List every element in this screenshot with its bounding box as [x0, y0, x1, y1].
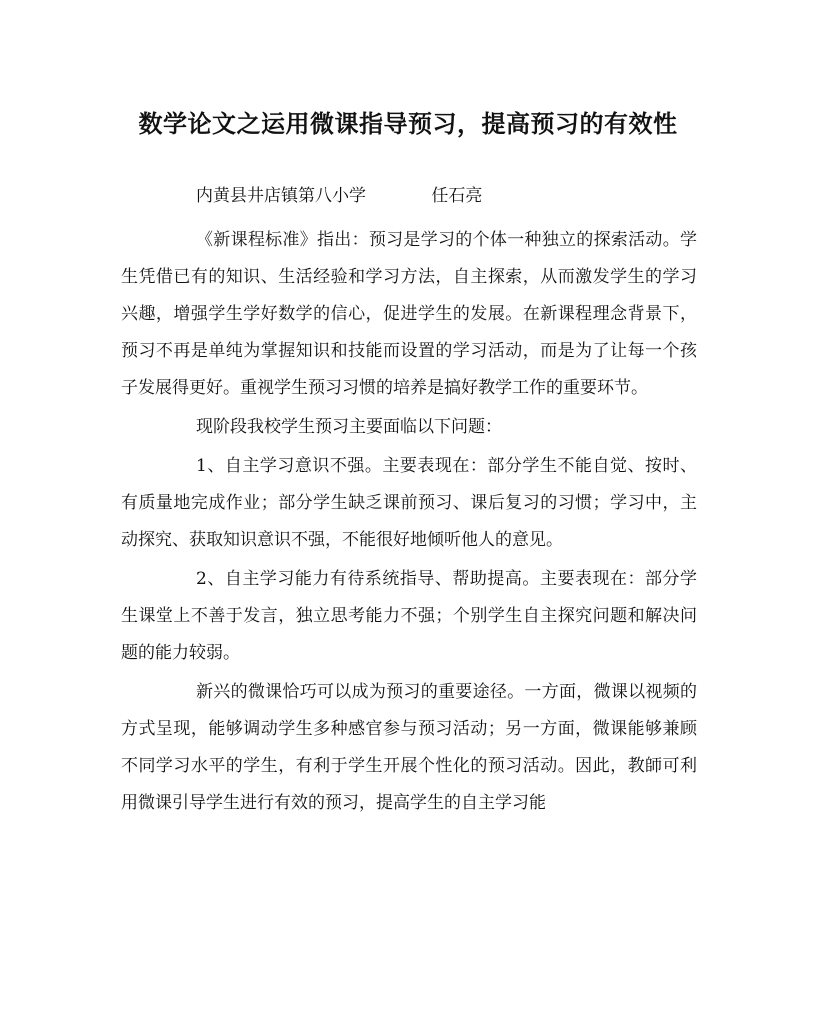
author-line	[196, 182, 482, 210]
school-name: 内黄县井店镇第八小学	[196, 186, 366, 206]
paragraph: 1、自主学习意识不强。主要表现在：部分学生不能自觉、按时、有质量地完成作业；部分学生缺乏课前预习、课后复习的习惯；学习中，主动探究、获取知识意识不强，不能很好地倾听他人的意见。	[121, 456, 697, 550]
paragraph: 《新课程标准》指出：预习是学习的个体一种独立的探索活动。学生凭借已有的知识、生活经验和学习方法，自主探索，从而激发学生的学习兴趣，增强学生学好数学的信心，促进学生的发展。在新课程理念背景下，预习不再是单纯为掌握知识和技能而设置的学习活动，而是为了让每一个孩子发展得更好。重视学生预习习惯的培养是搞好教学工作的重要环节。	[121, 230, 697, 398]
paragraph: 现阶段我校学生预习主要面临以下问题：	[196, 417, 502, 437]
document-body	[121, 222, 697, 822]
paragraph: 2、自主学习能力有待系统指导、帮助提高。主要表现在：部分学生课堂上不善于发言，独立思考能力不强；个别学生自主探究问题和解决问题的能力较弱。	[121, 569, 697, 663]
author-name: 任石亮	[431, 186, 483, 206]
document-title: 数学论文之运用微课指导预习，提高预习的有效性	[138, 109, 678, 138]
paragraph: 新兴的微课恰巧可以成为预习的重要途径。一方面，微课以视频的方式呈现，能够调动学生多种感官参与预习活动；另一方面，微课能够兼顾不同学习水平的学生，有利于学生开展个性化的预习活动。因此，教師可利用微课引导学生进行有效的预习，提高学生的自主学习能	[121, 682, 697, 813]
